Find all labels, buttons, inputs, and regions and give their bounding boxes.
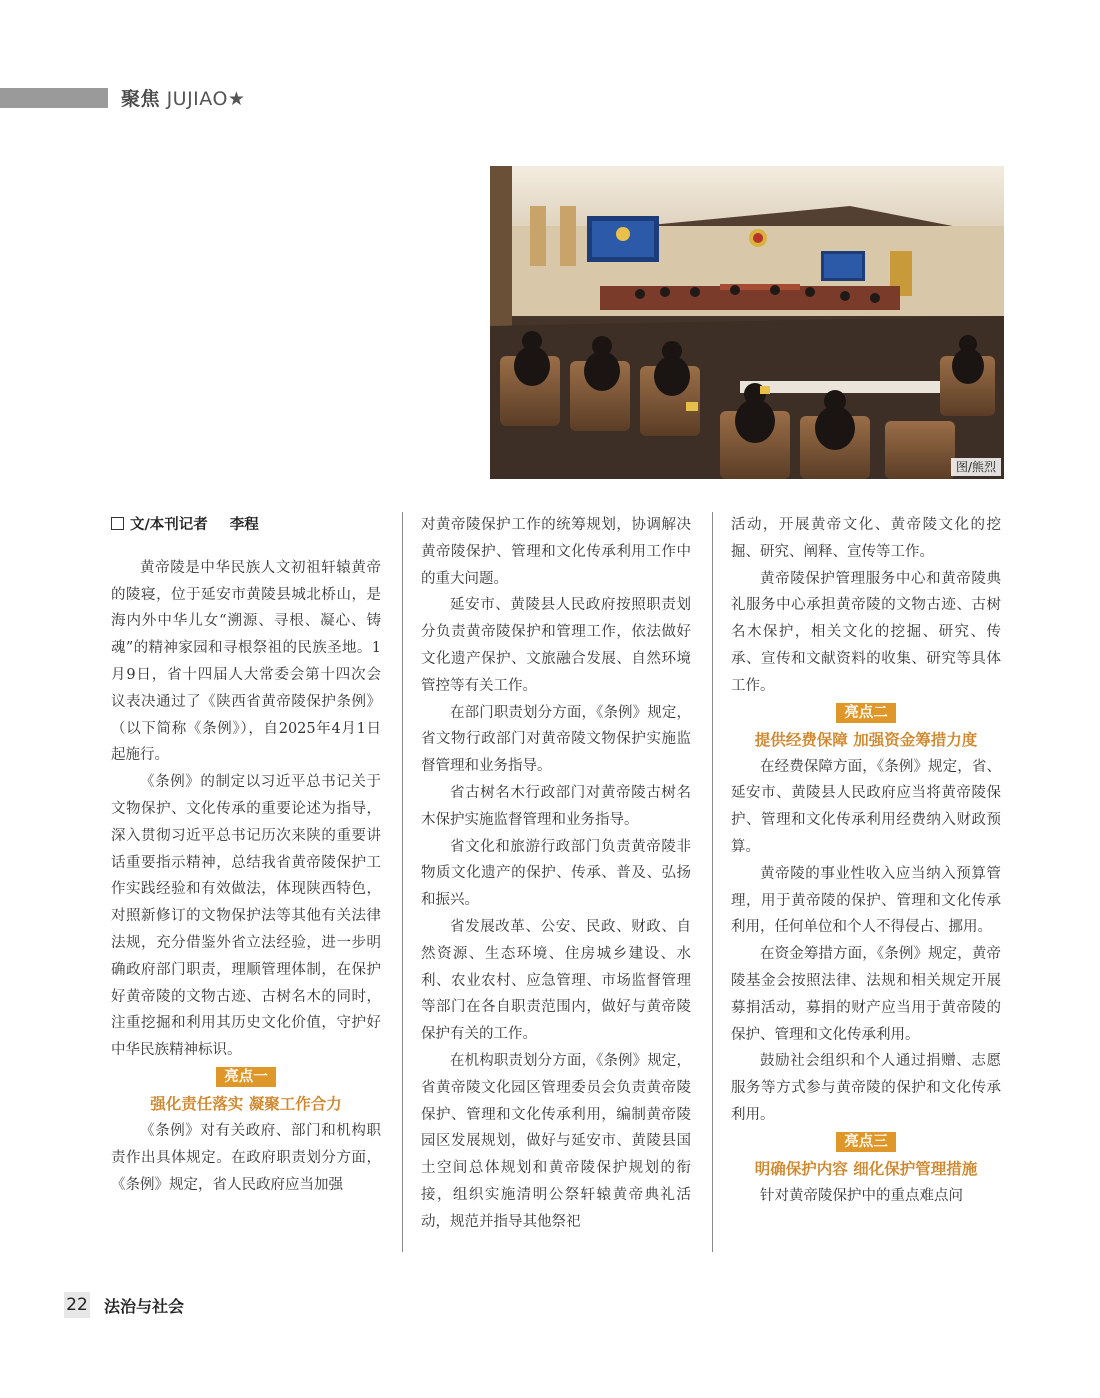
paragraph: 对黄帝陵保护工作的统筹规划，协调解决黄帝陵保护、管理和文化传承利用工作中的重大问题。 bbox=[421, 517, 691, 587]
paragraph: 《条例》对有关政府、部门和机构职责作出具体规定。在政府职责划分方面，《条例》规定，省人民政府应当加强 bbox=[111, 1122, 381, 1193]
paragraph: 省古树名木行政部门对黄帝陵古树名木保护实施监督管理和业务指导。 bbox=[421, 784, 691, 828]
byline-prefix: 文/本刊记者 bbox=[130, 517, 208, 533]
page-number: 22 bbox=[64, 1292, 90, 1318]
header-bar bbox=[0, 88, 108, 108]
square-icon bbox=[111, 517, 124, 530]
section-label-en: JUJIAO★ bbox=[166, 88, 246, 110]
paragraph: 黄帝陵保护管理服务中心和黄帝陵典礼服务中心承担黄帝陵的文物古迹、古树名木保护，相关文化的挖掘、研究、传承、宣传和文献资料的收集、研究等具体工作。 bbox=[731, 570, 1001, 694]
highlight-heading-1 bbox=[111, 1064, 381, 1090]
article-column-1 bbox=[111, 512, 381, 1198]
article-column-2 bbox=[421, 512, 691, 1236]
paragraph: 《条例》的制定以习近平总书记关于文物保护、文化传承的重要论述为指导，深入贯彻习近平总书记历次来陕的重要讲话重要指示精神，总结我省黄帝陵保护工作实践经验和有效做法，体现陕西特色，对照新修订的文物保护法等其他有关法律法规，充分借鉴外省立法经验，进一步明确政府部门职责，理顺管理体制，在保护好黄帝陵的文物古迹、古树名木的同时，注重挖掘和利用其历史文化价值，守护好中华民族精神标识。 bbox=[111, 774, 381, 1059]
highlight-badge: 亮点一 bbox=[216, 1067, 276, 1087]
highlight-badge: 亮点三 bbox=[836, 1132, 896, 1152]
meeting-photo bbox=[490, 166, 1004, 479]
highlight-subtitle: 强化责任落实 凝聚工作合力 bbox=[150, 1094, 342, 1113]
article-column-3 bbox=[731, 512, 1001, 1210]
highlight-subtitle: 明确保护内容 细化保护管理措施 bbox=[754, 1159, 978, 1178]
column-divider bbox=[402, 512, 403, 1252]
paragraph: 在经费保障方面，《条例》规定，省、延安市、黄陵县人民政府应当将黄帝陵保护、管理和文化传承利用经费纳入财政预算。 bbox=[731, 758, 1001, 855]
paragraph: 延安市、黄陵县人民政府按照职责划分负责黄帝陵保护和管理工作，依法做好文化遗产保护、文旅融合发展、自然环境管控等有关工作。 bbox=[421, 597, 691, 694]
highlight-heading-2 bbox=[731, 700, 1001, 726]
column-divider bbox=[712, 512, 713, 1252]
paragraph: 省发展改革、公安、民政、财政、自然资源、生态环境、住房城乡建设、水利、农业农村、应急管理、市场监督管理等部门在各自职责范围内，做好与黄帝陵保护有关的工作。 bbox=[421, 918, 691, 1043]
highlight-subtitle: 提供经费保障 加强资金筹措力度 bbox=[754, 730, 978, 749]
paragraph: 黄帝陵的事业性收入应当纳入预算管理，用于黄帝陵的保护、管理和文化传承利用，任何单位和个人不得侵占、挪用。 bbox=[731, 865, 1001, 936]
highlight-badge: 亮点二 bbox=[836, 703, 896, 723]
magazine-name: 法治与社会 bbox=[104, 1297, 185, 1316]
section-label bbox=[121, 84, 245, 111]
paragraph: 活动，开展黄帝文化、黄帝陵文化的挖掘、研究、阐释、宣传等工作。 bbox=[731, 517, 1001, 560]
highlight-heading-3 bbox=[731, 1129, 1001, 1155]
paragraph: 在资金筹措方面，《条例》规定，黄帝陵基金会按照法律、法规和相关规定开展募捐活动，募捐的财产应当用于黄帝陵的保护、管理和文化传承利用。 bbox=[731, 946, 1001, 1043]
paragraph: 省文化和旅游行政部门负责黄帝陵非物质文化遗产的保护、传承、普及、弘扬和振兴。 bbox=[421, 838, 691, 909]
meeting-photo-illustration bbox=[490, 166, 1004, 479]
byline bbox=[111, 512, 381, 539]
paragraph: 针对黄帝陵保护中的重点难点问 bbox=[760, 1187, 963, 1204]
paragraph: 鼓励社会组织和个人通过捐赠、志愿服务等方式参与黄帝陵的保护和文化传承利用。 bbox=[731, 1053, 1001, 1123]
photo-credit: 图/熊烈 bbox=[951, 458, 1001, 476]
paragraph: 在机构职责划分方面，《条例》规定，省黄帝陵文化园区管理委员会负责黄帝陵保护、管理和文化传承利用，编制黄帝陵园区发展规划，做好与延安市、黄陵县国土空间总体规划和黄帝陵保护规划的衔接，组织实施清明公祭轩辕黄帝典礼活动，规范并指导其他祭祀 bbox=[421, 1052, 691, 1230]
paragraph: 在部门职责划分方面，《条例》规定，省文物行政部门对黄帝陵文物保护实施监督管理和业务指导。 bbox=[421, 704, 691, 775]
byline-author: 李程 bbox=[229, 517, 259, 533]
section-label-cn: 聚焦 bbox=[121, 88, 161, 110]
paragraph: 黄帝陵是中华民族人文初祖轩辕黄帝的陵寝，位于延安市黄陵县城北桥山，是海内外中华儿女“溯源、寻根、凝心、铸魂”的精神家园和寻根祭祖的民族圣地。1月9日，省十四届人大常委会第十四次会议表决通过了《陕西省黄帝陵保护条例》（以下简称《条例》），自2025年4月1日起施行。 bbox=[111, 559, 381, 764]
